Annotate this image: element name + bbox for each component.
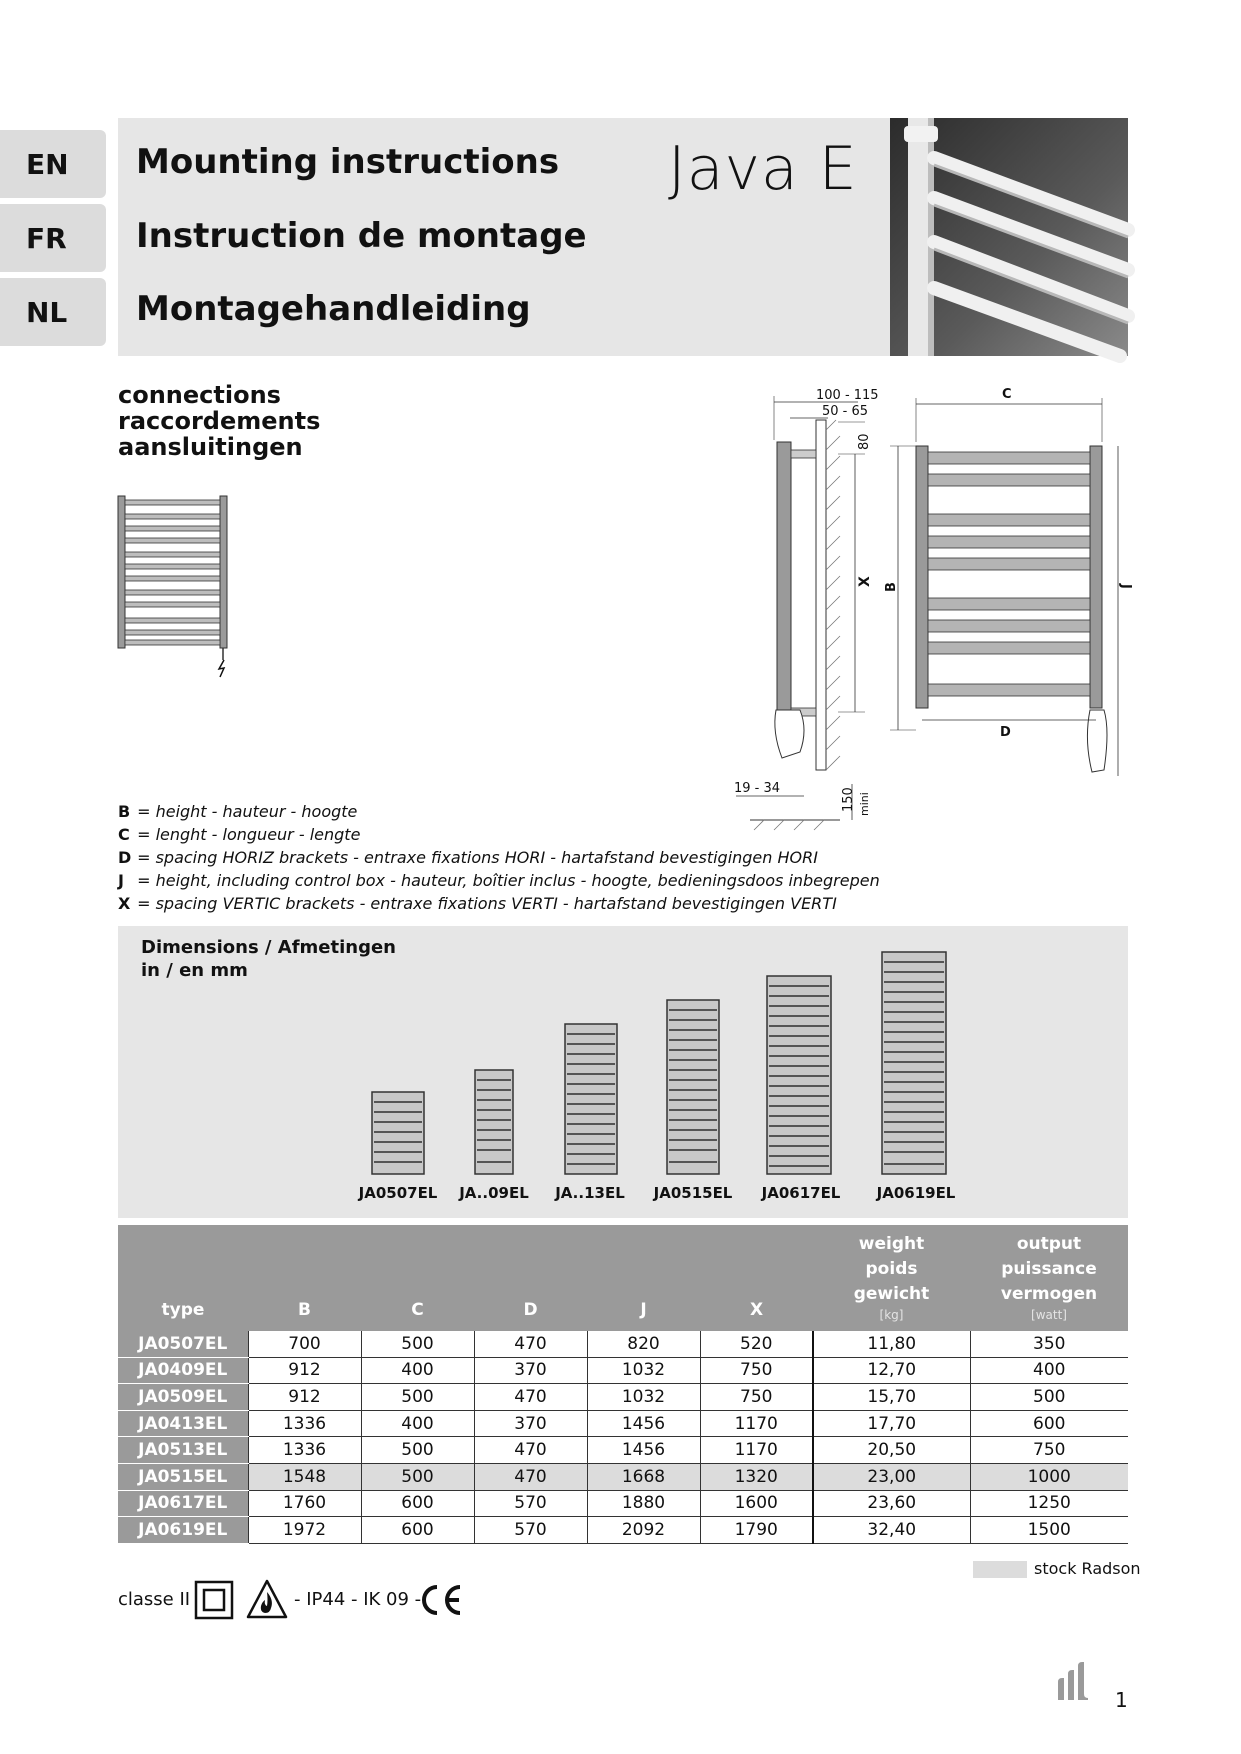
cell-x: 1170 <box>700 1410 813 1437</box>
cell-weight: 32,40 <box>813 1517 970 1544</box>
cell-weight: 17,70 <box>813 1410 970 1437</box>
cell-weight: 20,50 <box>813 1437 970 1464</box>
dimensions-title-line: Dimensions / Afmetingen <box>141 937 396 958</box>
lang-tab-nl: NL <box>0 278 106 346</box>
model-icon-ja09el <box>475 1070 513 1174</box>
legend-key: J <box>118 871 124 890</box>
lang-tab-en: EN <box>0 130 106 198</box>
model-label: JA0619EL <box>876 1184 956 1202</box>
cell-b: 1336 <box>248 1410 361 1437</box>
weight-unit: [kg] <box>879 1308 904 1322</box>
cell-c: 500 <box>361 1384 474 1411</box>
cell-d: 370 <box>474 1410 587 1437</box>
legend-text: height - hauteur - hoogte <box>155 802 358 821</box>
cell-x: 750 <box>700 1357 813 1384</box>
flame-warning-icon <box>246 1578 288 1620</box>
cell-j: 1032 <box>587 1384 700 1411</box>
cell-b: 912 <box>248 1384 361 1411</box>
radson-logo-icon <box>1055 1660 1091 1702</box>
cell-d: 570 <box>474 1490 587 1517</box>
table-row <box>118 1490 1128 1517</box>
legend-row: X = spacing VERTIC brackets - entraxe fixations VERTI - hartafstand bevestigingen VERTI <box>118 894 837 913</box>
connections-nl: aansluitingen <box>118 433 303 461</box>
legend-key: D <box>118 848 132 867</box>
product-photo <box>890 118 1128 356</box>
cell-c: 600 <box>361 1517 474 1544</box>
dim-d: D <box>1000 725 1011 740</box>
dim-j: J <box>1118 584 1133 589</box>
cell-weight: 15,70 <box>813 1384 970 1411</box>
model-label: JA..09EL <box>459 1184 529 1202</box>
dim-mini: mini <box>858 792 871 816</box>
cell-c: 400 <box>361 1410 474 1437</box>
model-label: JA0617EL <box>761 1184 841 1202</box>
cell-x: 1790 <box>700 1517 813 1544</box>
product-name: Java E <box>668 134 858 204</box>
table-header-row <box>118 1225 1128 1331</box>
dim-x: X <box>857 576 873 587</box>
table-row <box>118 1357 1128 1384</box>
dim-50-65: 50 - 65 <box>822 404 869 419</box>
dim-b: B <box>884 582 899 592</box>
stock-note: stock Radson <box>1034 1559 1141 1578</box>
cell-weight: 12,70 <box>813 1357 970 1384</box>
cell-j: 1880 <box>587 1490 700 1517</box>
cell-b: 1760 <box>248 1490 361 1517</box>
cell-type: JA0619EL <box>118 1517 248 1544</box>
cell-x: 520 <box>700 1331 813 1357</box>
cell-b: 700 <box>248 1331 361 1357</box>
cell-d: 570 <box>474 1517 587 1544</box>
dimensions-unit-line: in / en mm <box>141 960 248 981</box>
cell-j: 1668 <box>587 1463 700 1490</box>
col-header-c: C <box>361 1225 474 1331</box>
title-fr: Instruction de montage <box>136 216 587 256</box>
cell-type: JA0509EL <box>118 1384 248 1411</box>
cell-c: 500 <box>361 1463 474 1490</box>
col-header-x: X <box>700 1225 813 1331</box>
double-insulation-icon <box>194 1580 234 1620</box>
model-icon-ja0515el <box>667 1000 719 1174</box>
col-header-output <box>970 1225 1128 1331</box>
front-view <box>884 387 1133 776</box>
cell-c: 600 <box>361 1490 474 1517</box>
legend-text: spacing HORIZ brackets - entraxe fixations HORI - hartafstand bevestigingen HORI <box>155 848 818 867</box>
output-label-fr: puissance <box>1001 1259 1097 1279</box>
col-header-b: B <box>248 1225 361 1331</box>
legend-text: lenght - longueur - lengte <box>155 825 361 844</box>
cell-j: 1456 <box>587 1437 700 1464</box>
legend-key: C <box>118 825 130 844</box>
cell-j: 1456 <box>587 1410 700 1437</box>
cell-output: 750 <box>970 1437 1128 1464</box>
cell-j: 1032 <box>587 1357 700 1384</box>
col-header-weight <box>813 1225 970 1331</box>
connections-en: connections <box>118 381 281 409</box>
table-row <box>118 1517 1128 1544</box>
table-row <box>118 1384 1128 1411</box>
side-view <box>734 388 879 830</box>
col-header-j: J <box>587 1225 700 1331</box>
cell-x: 1320 <box>700 1463 813 1490</box>
legend-key: B <box>118 802 131 821</box>
dimension-legend <box>118 800 880 915</box>
cell-b: 912 <box>248 1357 361 1384</box>
cell-d: 470 <box>474 1437 587 1464</box>
table-row <box>118 1331 1128 1357</box>
cell-output: 1500 <box>970 1517 1128 1544</box>
cell-output: 1000 <box>970 1463 1128 1490</box>
model-silhouettes <box>118 940 1128 1180</box>
model-icon-ja0617el <box>767 976 831 1174</box>
cell-type: JA0413EL <box>118 1410 248 1437</box>
lang-tab-fr: FR <box>0 204 106 272</box>
classe-label: classe II <box>118 1589 191 1610</box>
table-row <box>118 1410 1128 1437</box>
cell-c: 400 <box>361 1357 474 1384</box>
cell-output: 1250 <box>970 1490 1128 1517</box>
cell-b: 1336 <box>248 1437 361 1464</box>
stock-swatch <box>973 1561 1027 1578</box>
dim-80: 80 <box>857 433 872 450</box>
cell-b: 1548 <box>248 1463 361 1490</box>
cell-output: 500 <box>970 1384 1128 1411</box>
model-icon-ja0507el <box>372 1092 424 1174</box>
cell-x: 1170 <box>700 1437 813 1464</box>
model-label: JA0507EL <box>358 1184 438 1202</box>
weight-label-en: weight <box>858 1234 925 1254</box>
cell-c: 500 <box>361 1437 474 1464</box>
dim-19-34: 19 - 34 <box>734 781 781 796</box>
title-nl: Montagehandleiding <box>136 289 531 329</box>
ce-mark-icon <box>418 1583 464 1617</box>
output-label-en: output <box>1016 1234 1082 1254</box>
connections-fr: raccordements <box>118 407 321 435</box>
cell-output: 600 <box>970 1410 1128 1437</box>
model-icon-ja0619el <box>882 952 946 1174</box>
cell-x: 1600 <box>700 1490 813 1517</box>
legend-row: J = height, including control box - hauteur, boîtier inclus - hoogte, bedieningsdoos inbegrepen <box>118 871 880 890</box>
cell-weight: 23,00 <box>813 1463 970 1490</box>
output-label-nl: vermogen <box>1000 1284 1098 1304</box>
legend-row: C = lenght - longueur - lengte <box>118 825 361 844</box>
model-icon-ja13el <box>565 1024 617 1174</box>
col-header-d: D <box>474 1225 587 1331</box>
legend-text: spacing VERTIC brackets - entraxe fixations VERTI - hartafstand bevestigingen VERTI <box>155 894 837 913</box>
model-label: JA..13EL <box>555 1184 625 1202</box>
cell-weight: 23,60 <box>813 1490 970 1517</box>
cell-output: 400 <box>970 1357 1128 1384</box>
cell-type: JA0515EL <box>118 1463 248 1490</box>
dim-150: 150 <box>841 787 856 812</box>
table-row <box>118 1463 1128 1490</box>
mounting-diagram <box>730 380 1133 830</box>
cell-d: 470 <box>474 1384 587 1411</box>
connections-title <box>118 382 320 460</box>
cell-j: 2092 <box>587 1517 700 1544</box>
radiator-connection-icon <box>116 494 232 680</box>
legend-row: D = spacing HORIZ brackets - entraxe fixations HORI - hartafstand bevestigingen HORI <box>118 848 818 867</box>
cell-output: 350 <box>970 1331 1128 1357</box>
title-en: Mounting instructions <box>136 142 560 182</box>
dim-c: C <box>1002 387 1012 402</box>
weight-label-fr: poids <box>865 1259 918 1279</box>
cell-b: 1972 <box>248 1517 361 1544</box>
table-row <box>118 1437 1128 1464</box>
cell-d: 470 <box>474 1331 587 1357</box>
legend-key: X <box>118 894 131 913</box>
dim-100-115: 100 - 115 <box>816 388 879 403</box>
cell-c: 500 <box>361 1331 474 1357</box>
cell-x: 750 <box>700 1384 813 1411</box>
cell-type: JA0507EL <box>118 1331 248 1357</box>
weight-label-nl: gewicht <box>853 1284 930 1304</box>
output-unit: [watt] <box>1031 1308 1067 1322</box>
cell-weight: 11,80 <box>813 1331 970 1357</box>
model-label: JA0515EL <box>653 1184 733 1202</box>
page-number: 1 <box>1115 1688 1128 1712</box>
legend-row: B = height - hauteur - hoogte <box>118 802 358 821</box>
legend-text: height, including control box - hauteur, boîtier inclus - hoogte, bedieningsdoos inbegrepen <box>155 871 880 890</box>
cell-type: JA0513EL <box>118 1437 248 1464</box>
col-header-type: type <box>118 1225 248 1331</box>
cell-j: 820 <box>587 1331 700 1357</box>
ip-rating: - IP44 - IK 09 - <box>294 1589 422 1610</box>
cell-type: JA0409EL <box>118 1357 248 1384</box>
spec-table <box>118 1225 1128 1544</box>
cell-type: JA0617EL <box>118 1490 248 1517</box>
cell-d: 370 <box>474 1357 587 1384</box>
cell-d: 470 <box>474 1463 587 1490</box>
